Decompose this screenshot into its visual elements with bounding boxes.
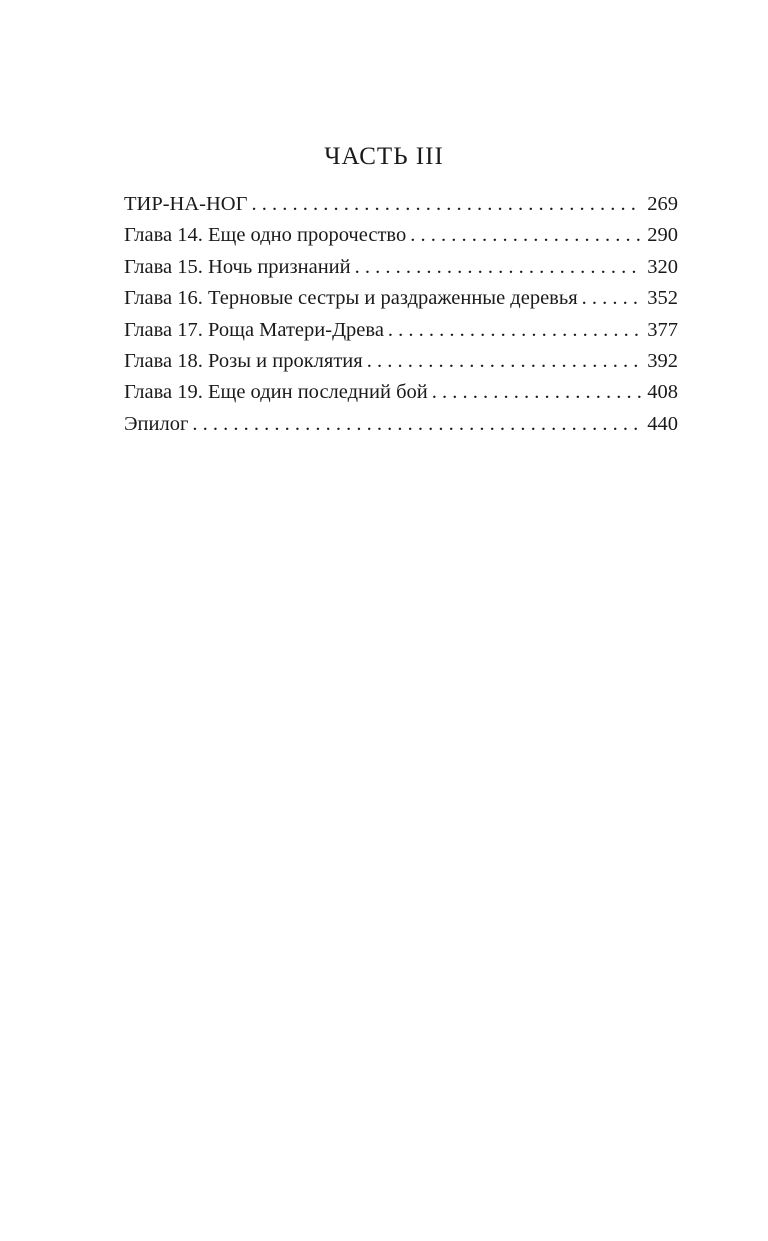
toc-entry-page: 290: [647, 224, 678, 247]
toc-entry-page: 408: [647, 381, 678, 404]
toc-entry-page: 440: [647, 412, 678, 435]
toc-entry-title: Глава 16. Терновые сестры и раздраженные деревья: [124, 287, 578, 310]
toc-entry-title: Глава 15. Ночь признаний: [124, 255, 351, 278]
toc-dot-leader: [388, 315, 641, 346]
toc-dot-leader: [582, 283, 642, 314]
toc-entry[interactable]: [124, 409, 678, 440]
toc-dot-leader: [410, 220, 641, 251]
toc-entry-page: 392: [647, 349, 678, 372]
toc-entry-page: 377: [647, 318, 678, 341]
toc-entry-page: 269: [647, 193, 678, 215]
toc-entry[interactable]: [124, 346, 678, 377]
toc-entry-title: Глава 14. Еще одно пророчество: [124, 224, 407, 247]
toc-entry[interactable]: [124, 283, 678, 314]
toc-entry-title: Глава 17. Роща Матери-Древа: [124, 318, 384, 341]
toc-entry[interactable]: [124, 252, 678, 283]
toc-entry[interactable]: [124, 377, 678, 408]
part-title: ЧАСТЬ III: [324, 143, 444, 170]
toc-entry-page: 352: [647, 287, 678, 310]
table-of-contents: [124, 189, 678, 440]
toc-entry-page: 320: [647, 255, 678, 278]
toc-entry[interactable]: [124, 220, 678, 251]
toc-entry-title: ТИР-НА-НОГ: [124, 193, 248, 215]
toc-entry-title: Эпилог: [124, 412, 189, 435]
toc-dot-leader: [432, 377, 642, 408]
toc-entry-title: Глава 19. Еще один последний бой: [124, 381, 428, 404]
toc-dot-leader: [367, 346, 642, 377]
toc-dot-leader: [355, 252, 642, 283]
toc-entry[interactable]: [124, 189, 678, 220]
toc-dot-leader: [192, 409, 641, 440]
toc-dot-leader: [251, 189, 641, 220]
toc-entry-title: Глава 18. Розы и проклятия: [124, 349, 363, 372]
toc-entry[interactable]: [124, 315, 678, 346]
